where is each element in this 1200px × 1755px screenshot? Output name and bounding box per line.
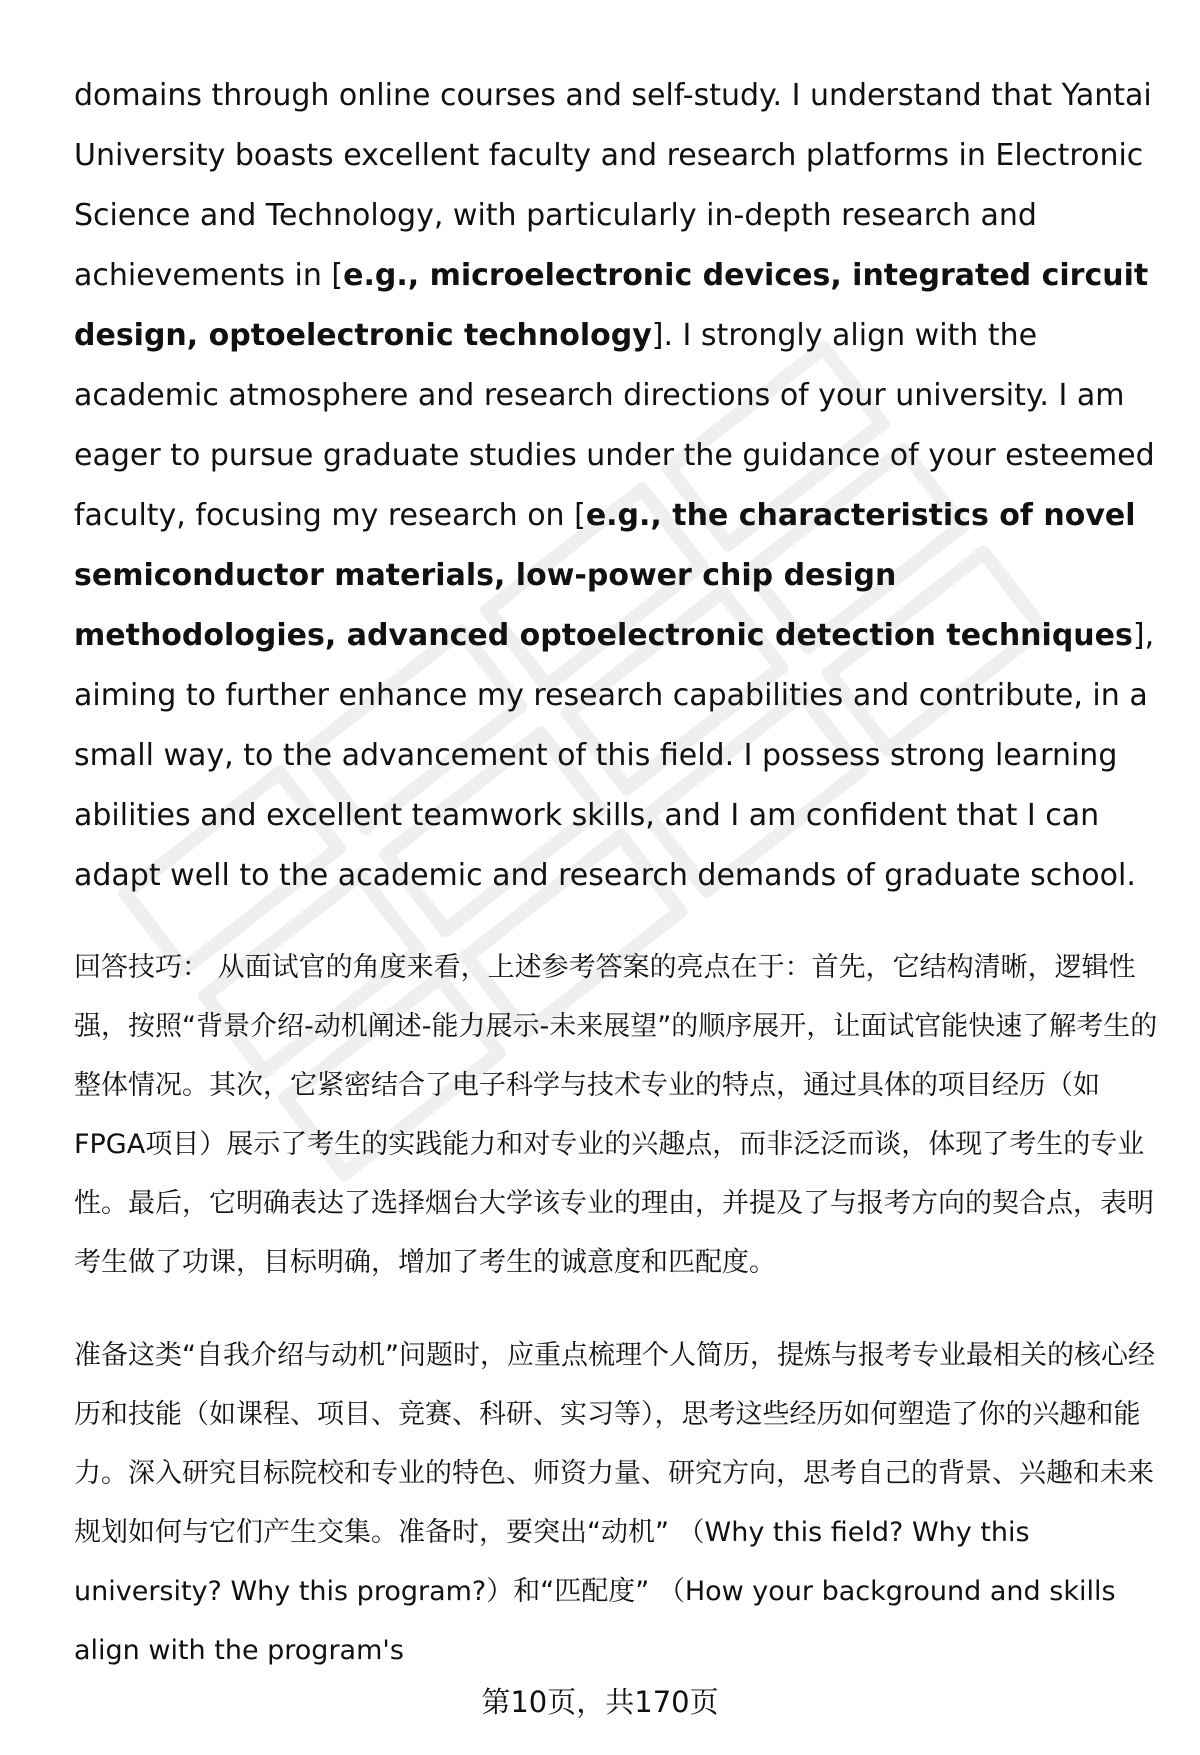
paragraph-preparation: 准备这类“自我介绍与动机”问题时，应重点梳理个人简历，提炼与报考专业最相关的核心经历和技能（如课程、项目、竞赛、科研、实习等），思考这些经历如何塑造了你的兴趣和能力。深入研究目标院校和专业的特色、师资力量、研究方向，思考自己的背景、兴趣和未来规划如何与它们产生交集。准备时，要突出“动机” （Why this field? Why this university? Why this program?）和“匹配度” （How your background and skills align with the program's xyxy=(74,1340,1155,1666)
paragraph-answer-tips: 回答技巧： 从面试官的角度来看，上述参考答案的亮点在于：首先，它结构清晰，逻辑性强，按照“背景介绍-动机阐述-能力展示-未来展望”的顺序展开，让面试官能快速了解考生的整体情况。其次，它紧密结合了电子科学与技术专业的特点，通过具体的项目经历（如FPGA项目）展示了考生的实践能力和对专业的兴趣点，而非泛泛而谈，体现了考生的专业性。最后，它明确表达了选择烟台大学该专业的理由，并提及了与报考方向的契合点，表明考生做了功课，目标明确，增加了考生的诚意度和匹配度。 xyxy=(74,952,1158,1278)
answer-text-part-3: ], aiming to further enhance my research capabilities and contribute, in a small way, to the advancement of this field. I possess strong learning abilities and excellent teamwork skills, and I am confident that I can adapt well to the academic and research demands of graduate school. xyxy=(74,618,1155,893)
answer-bold-examples-2: e.g., the characteristics of novel semiconductor materials, low-power chip design methodologies, advanced optoelectronic detection techniques xyxy=(74,498,1136,653)
page-number: 第10页，共170页 xyxy=(481,1685,719,1719)
answer-text-part-2: ]. I strongly align with the academic atmosphere and research directions of your university. I am eager to pursue graduate studies under the guidance of your esteemed faculty, focusing my research on [ xyxy=(74,318,1155,533)
paragraph-answer-english xyxy=(74,66,1164,906)
answer-bold-examples-1: e.g., microelectronic devices, integrated circuit design, optoelectronic technology xyxy=(74,258,1149,353)
document-body xyxy=(74,66,1164,1680)
answer-text-part-1: domains through online courses and self-study. I understand that Yantai University boasts excellent faculty and research platforms in Electronic Science and Technology, with particularly in-depth research and achievements in [ xyxy=(74,78,1152,293)
